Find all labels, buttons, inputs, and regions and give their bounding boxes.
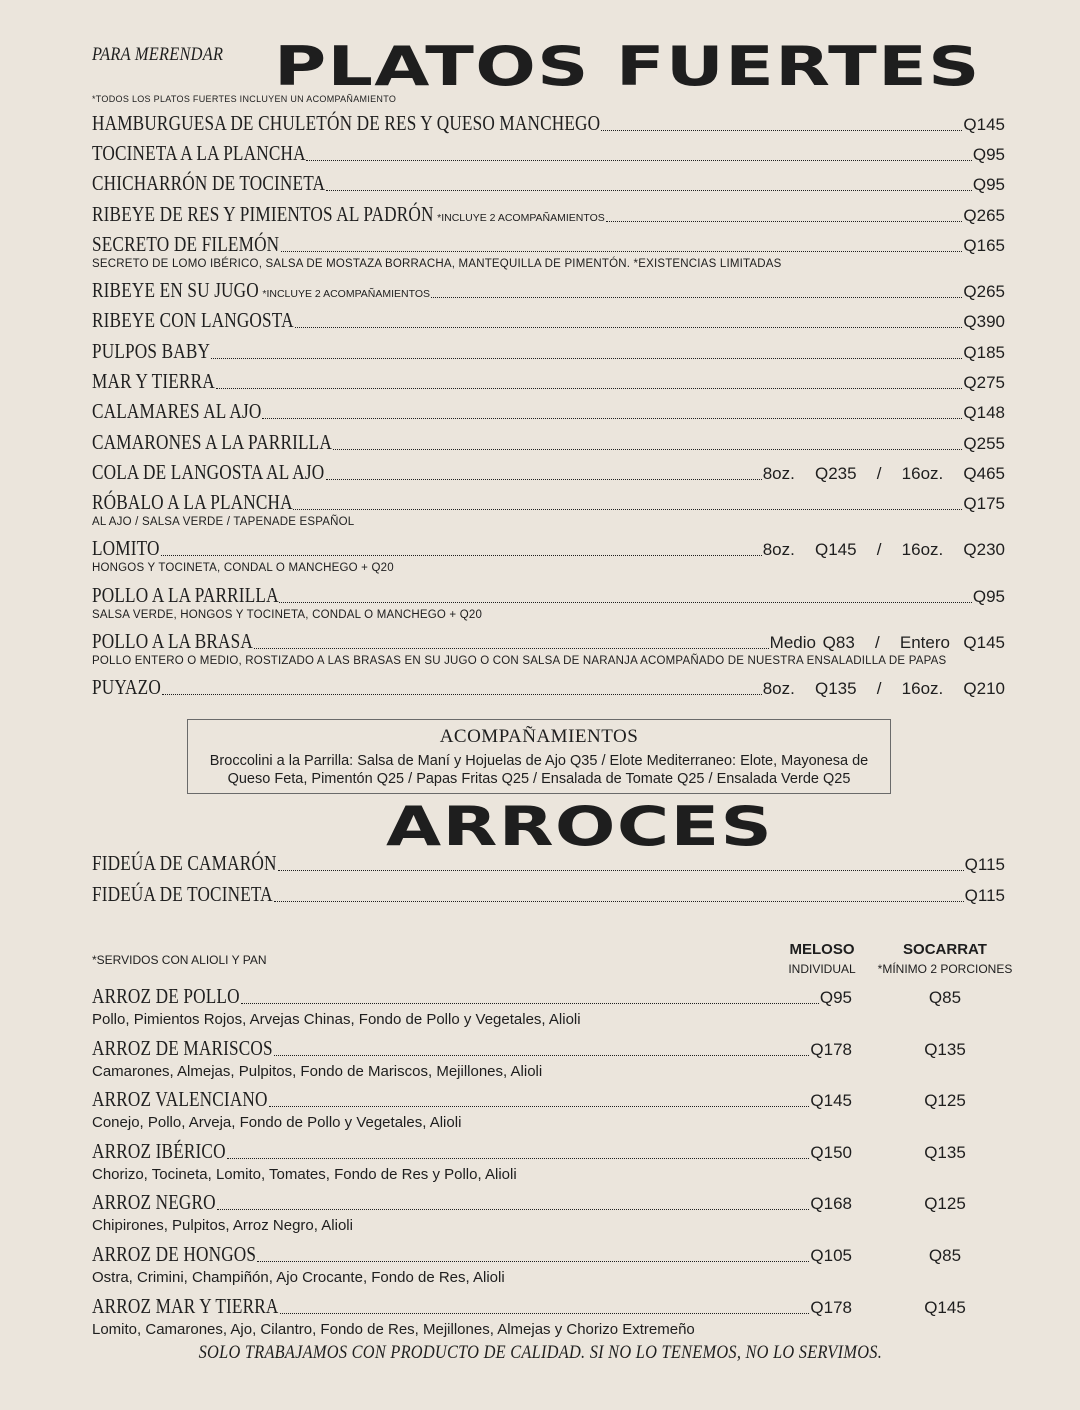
menu-item <box>92 340 1005 364</box>
arroz-meloso-price: Q168 <box>810 1194 852 1213</box>
menu-item-name: MAR Y TIERRA <box>92 369 215 393</box>
menu-item <box>92 461 1005 485</box>
menu-item <box>92 400 1005 424</box>
fideua-item-name: FIDEÚA DE CAMARÓN <box>92 851 277 875</box>
menu-item-price: Q265 <box>963 282 1005 301</box>
arroz-item-description: Lomito, Camarones, Ajo, Cilantro, Fondo de Res, Mejillones, Almejas y Chorizo Extremeño <box>92 1321 695 1338</box>
arroz-item <box>92 1191 852 1215</box>
dot-leader <box>254 648 768 649</box>
dot-leader <box>333 449 963 450</box>
menu-item <box>92 309 1005 333</box>
dot-leader <box>257 1261 809 1262</box>
menu-item-note: *INCLUYE 2 ACOMPAÑAMIENTOS <box>437 212 605 224</box>
dot-leader <box>295 327 963 328</box>
arroz-item-name: ARROZ NEGRO <box>92 1190 216 1214</box>
dot-leader <box>601 130 962 131</box>
meloso-column-header <box>772 941 872 976</box>
menu-item-name: HAMBURGUESA DE CHULETÓN DE RES Y QUESO MANCHEGO <box>92 111 601 135</box>
arroz-item-name: ARROZ DE HONGOS <box>92 1242 257 1266</box>
menu-item-price: Q95 <box>972 175 1005 194</box>
fideua-item <box>92 883 1005 907</box>
arroz-item-name: ARROZ VALENCIANO <box>92 1087 268 1111</box>
fideua-item-price: Q115 <box>964 886 1005 905</box>
socarrat-column-header <box>872 941 1018 976</box>
menu-item-name: RIBEYE CON LANGOSTA <box>92 308 294 332</box>
menu-item <box>92 584 1005 608</box>
section-subtitle: PARA MERENDAR <box>92 44 224 65</box>
served-note: *SERVIDOS CON ALIOLI Y PAN <box>92 953 267 967</box>
meloso-sub: INDIVIDUAL <box>788 962 856 976</box>
menu-item-price: Q145 <box>963 115 1005 134</box>
menu-item-description: SECRETO DE LOMO IBÉRICO, SALSA DE MOSTAZA BORRACHA, MANTEQUILLA DE PIMENTÓN. *EXISTENCIAS LIMITADAS <box>92 258 782 270</box>
menu-item <box>92 279 1005 303</box>
arroz-item <box>92 1295 852 1319</box>
arroz-item-description: Conejo, Pollo, Arveja, Fondo de Pollo y Vegetales, Alioli <box>92 1114 462 1131</box>
menu-item <box>92 112 1005 136</box>
menu-item <box>92 233 1005 257</box>
menu-item-price: Q95 <box>972 587 1005 606</box>
arroz-socarrat-price: Q145 <box>924 1298 966 1317</box>
page-title: PLATOS FUERTES <box>274 35 981 98</box>
arroz-item <box>92 1037 852 1061</box>
arroces-title: ARROCES <box>386 795 774 858</box>
menu-item-description: POLLO ENTERO O MEDIO, ROSTIZADO A LAS BRASAS EN SU JUGO O CON SALSA DE NARANJA ACOMPAÑADO DE NUESTRA ENSALADILLA DE PAPAS <box>92 655 947 667</box>
arroz-item <box>92 1088 852 1112</box>
menu-item-name: SECRETO DE FILEMÓN <box>92 232 280 256</box>
dot-leader <box>606 221 963 222</box>
dot-leader <box>162 694 762 695</box>
menu-item-description: HONGOS Y TOCINETA, CONDAL O MANCHEGO + Q20 <box>92 562 394 574</box>
dot-leader <box>161 555 762 556</box>
menu-item <box>92 537 1005 561</box>
arroz-item-name: ARROZ IBÉRICO <box>92 1139 226 1163</box>
arroz-item-description: Chipirones, Pulpitos, Arroz Negro, Alioli <box>92 1217 353 1234</box>
arroz-socarrat-price: Q135 <box>924 1040 966 1059</box>
dot-leader <box>293 509 962 510</box>
dot-leader <box>262 418 962 419</box>
dot-leader <box>227 1158 810 1159</box>
acompanamientos-title: ACOMPAÑAMIENTOS <box>439 726 639 747</box>
footer-slogan <box>0 1342 1080 1364</box>
arroz-item-description: Camarones, Almejas, Pulpitos, Fondo de Mariscos, Mejillones, Alioli <box>92 1063 543 1080</box>
menu-item-price: 8oz. Q235 / 16oz. Q465 <box>762 464 1005 483</box>
menu-item-name: POLLO A LA BRASA <box>92 629 253 653</box>
menu-item-description: SALSA VERDE, HONGOS Y TOCINETA, CONDAL O MANCHEGO + Q20 <box>92 609 483 621</box>
menu-item-price: Q265 <box>963 206 1005 225</box>
menu-item <box>92 431 1005 455</box>
dot-leader <box>211 358 962 359</box>
dot-leader <box>431 297 962 298</box>
arroz-meloso-price: Q178 <box>810 1298 852 1317</box>
menu-item-price: Q275 <box>963 373 1005 392</box>
arroz-item <box>92 985 852 1009</box>
menu-item-price: Q175 <box>963 494 1005 513</box>
footer-text: SOLO TRABAJAMOS CON PRODUCTO DE CALIDAD. SI NO LO TENEMOS, NO LO SERVIMOS. <box>198 1342 882 1363</box>
fideua-item-name: FIDEÚA DE TOCINETA <box>92 882 273 906</box>
arroz-socarrat-price: Q85 <box>928 1246 962 1265</box>
menu-item <box>92 203 1005 227</box>
menu-item-name: RIBEYE DE RES Y PIMIENTOS AL PADRÓN <box>92 202 434 226</box>
dot-leader <box>326 479 762 480</box>
arroz-meloso-price: Q95 <box>819 988 852 1007</box>
menu-item-name: CHICHARRÓN DE TOCINETA <box>92 171 326 195</box>
dot-leader <box>306 160 972 161</box>
menu-item-name: POLLO A LA PARRILLA <box>92 583 279 607</box>
menu-item <box>92 142 1005 166</box>
menu-item-name: PUYAZO <box>92 675 161 699</box>
menu-item <box>92 630 1005 654</box>
menu-item-name: PULPOS BABY <box>92 339 211 363</box>
arroz-meloso-price: Q145 <box>810 1091 852 1110</box>
menu-item-price: Medio Q83 / Entero Q145 <box>769 633 1005 652</box>
menu-item-name: RÓBALO A LA PLANCHA <box>92 490 293 514</box>
arroz-socarrat-price: Q85 <box>928 988 962 1007</box>
arroz-meloso-price: Q105 <box>810 1246 852 1265</box>
socarrat-label: SOCARRAT <box>903 941 987 958</box>
arroz-meloso-price: Q150 <box>810 1143 852 1162</box>
arroz-socarrat-price: Q125 <box>924 1194 966 1213</box>
socarrat-sub: *MÍNIMO 2 PORCIONES <box>877 962 1013 976</box>
menu-item <box>92 370 1005 394</box>
menu-item-price: 8oz. Q135 / 16oz. Q210 <box>762 679 1005 698</box>
dot-leader <box>216 388 963 389</box>
menu-item-name: LOMITO <box>92 536 160 560</box>
menu-item-price: Q165 <box>963 236 1005 255</box>
menu-item-price: 8oz. Q145 / 16oz. Q230 <box>762 540 1005 559</box>
arroz-socarrat-price: Q125 <box>924 1091 966 1110</box>
menu-item-name: CALAMARES AL AJO <box>92 399 262 423</box>
arroz-item-name: ARROZ DE POLLO <box>92 984 240 1008</box>
arroz-socarrat-price: Q135 <box>924 1143 966 1162</box>
dot-leader <box>278 870 964 871</box>
dot-leader <box>279 602 972 603</box>
menu-item-name: CAMARONES A LA PARRILLA <box>92 430 332 454</box>
menu-item-name: COLA DE LANGOSTA AL AJO <box>92 460 325 484</box>
arroz-item-description: Ostra, Crimini, Champiñón, Ajo Crocante, Fondo de Res, Alioli <box>92 1269 505 1286</box>
arroz-item <box>92 1243 852 1267</box>
arroz-item-name: ARROZ DE MARISCOS <box>92 1036 273 1060</box>
acompanamientos-box <box>187 719 891 794</box>
dot-leader <box>326 190 971 191</box>
arroz-item <box>92 1140 852 1164</box>
dot-leader <box>280 1313 809 1314</box>
dot-leader <box>241 1003 819 1004</box>
menu-item-note: *INCLUYE 2 ACOMPAÑAMIENTOS <box>262 288 431 300</box>
arroz-item-description: Chorizo, Tocineta, Lomito, Tomates, Fondo de Res y Pollo, Alioli <box>92 1166 517 1183</box>
acompanamientos-text: Broccolini a la Parrilla: Salsa de Maní y Hojuelas de Ajo Q35 / Elote Mediterraneo: Elote, Mayonesa de Queso Feta, Pimentón Q25 / Papas Fritas Q25 / Ensalada de Tomate Q25 / Ensalada Verde Q25 <box>209 753 869 787</box>
menu-item-price: Q185 <box>963 343 1005 362</box>
menu-item-price: Q95 <box>972 145 1005 164</box>
menu-item-name: RIBEYE EN SU JUGO <box>92 278 259 302</box>
menu-item-name: TOCINETA A LA PLANCHA <box>92 141 306 165</box>
dot-leader <box>274 1055 809 1056</box>
arroz-item-name: ARROZ MAR Y TIERRA <box>92 1294 279 1318</box>
menu-item-description: AL AJO / SALSA VERDE / TAPENADE ESPAÑOL <box>92 516 355 528</box>
dot-leader <box>281 251 963 252</box>
menu-item-price: Q148 <box>963 403 1005 422</box>
dot-leader <box>269 1106 810 1107</box>
meloso-label: MELOSO <box>789 941 855 958</box>
menu-item-price: Q255 <box>963 434 1005 453</box>
fideua-item <box>92 852 1005 876</box>
arroz-meloso-price: Q178 <box>810 1040 852 1059</box>
dot-leader <box>274 901 963 902</box>
platos-note: *TODOS LOS PLATOS FUERTES INCLUYEN UN ACOMPAÑAMIENTO <box>92 94 397 104</box>
fideua-item-price: Q115 <box>964 855 1005 874</box>
arroz-item-description: Pollo, Pimientos Rojos, Arvejas Chinas, Fondo de Pollo y Vegetales, Alioli <box>92 1011 581 1028</box>
menu-item <box>92 172 1005 196</box>
menu-item <box>92 491 1005 515</box>
menu-item-price: Q390 <box>963 312 1005 331</box>
menu-item <box>92 676 1005 700</box>
dot-leader <box>217 1209 810 1210</box>
